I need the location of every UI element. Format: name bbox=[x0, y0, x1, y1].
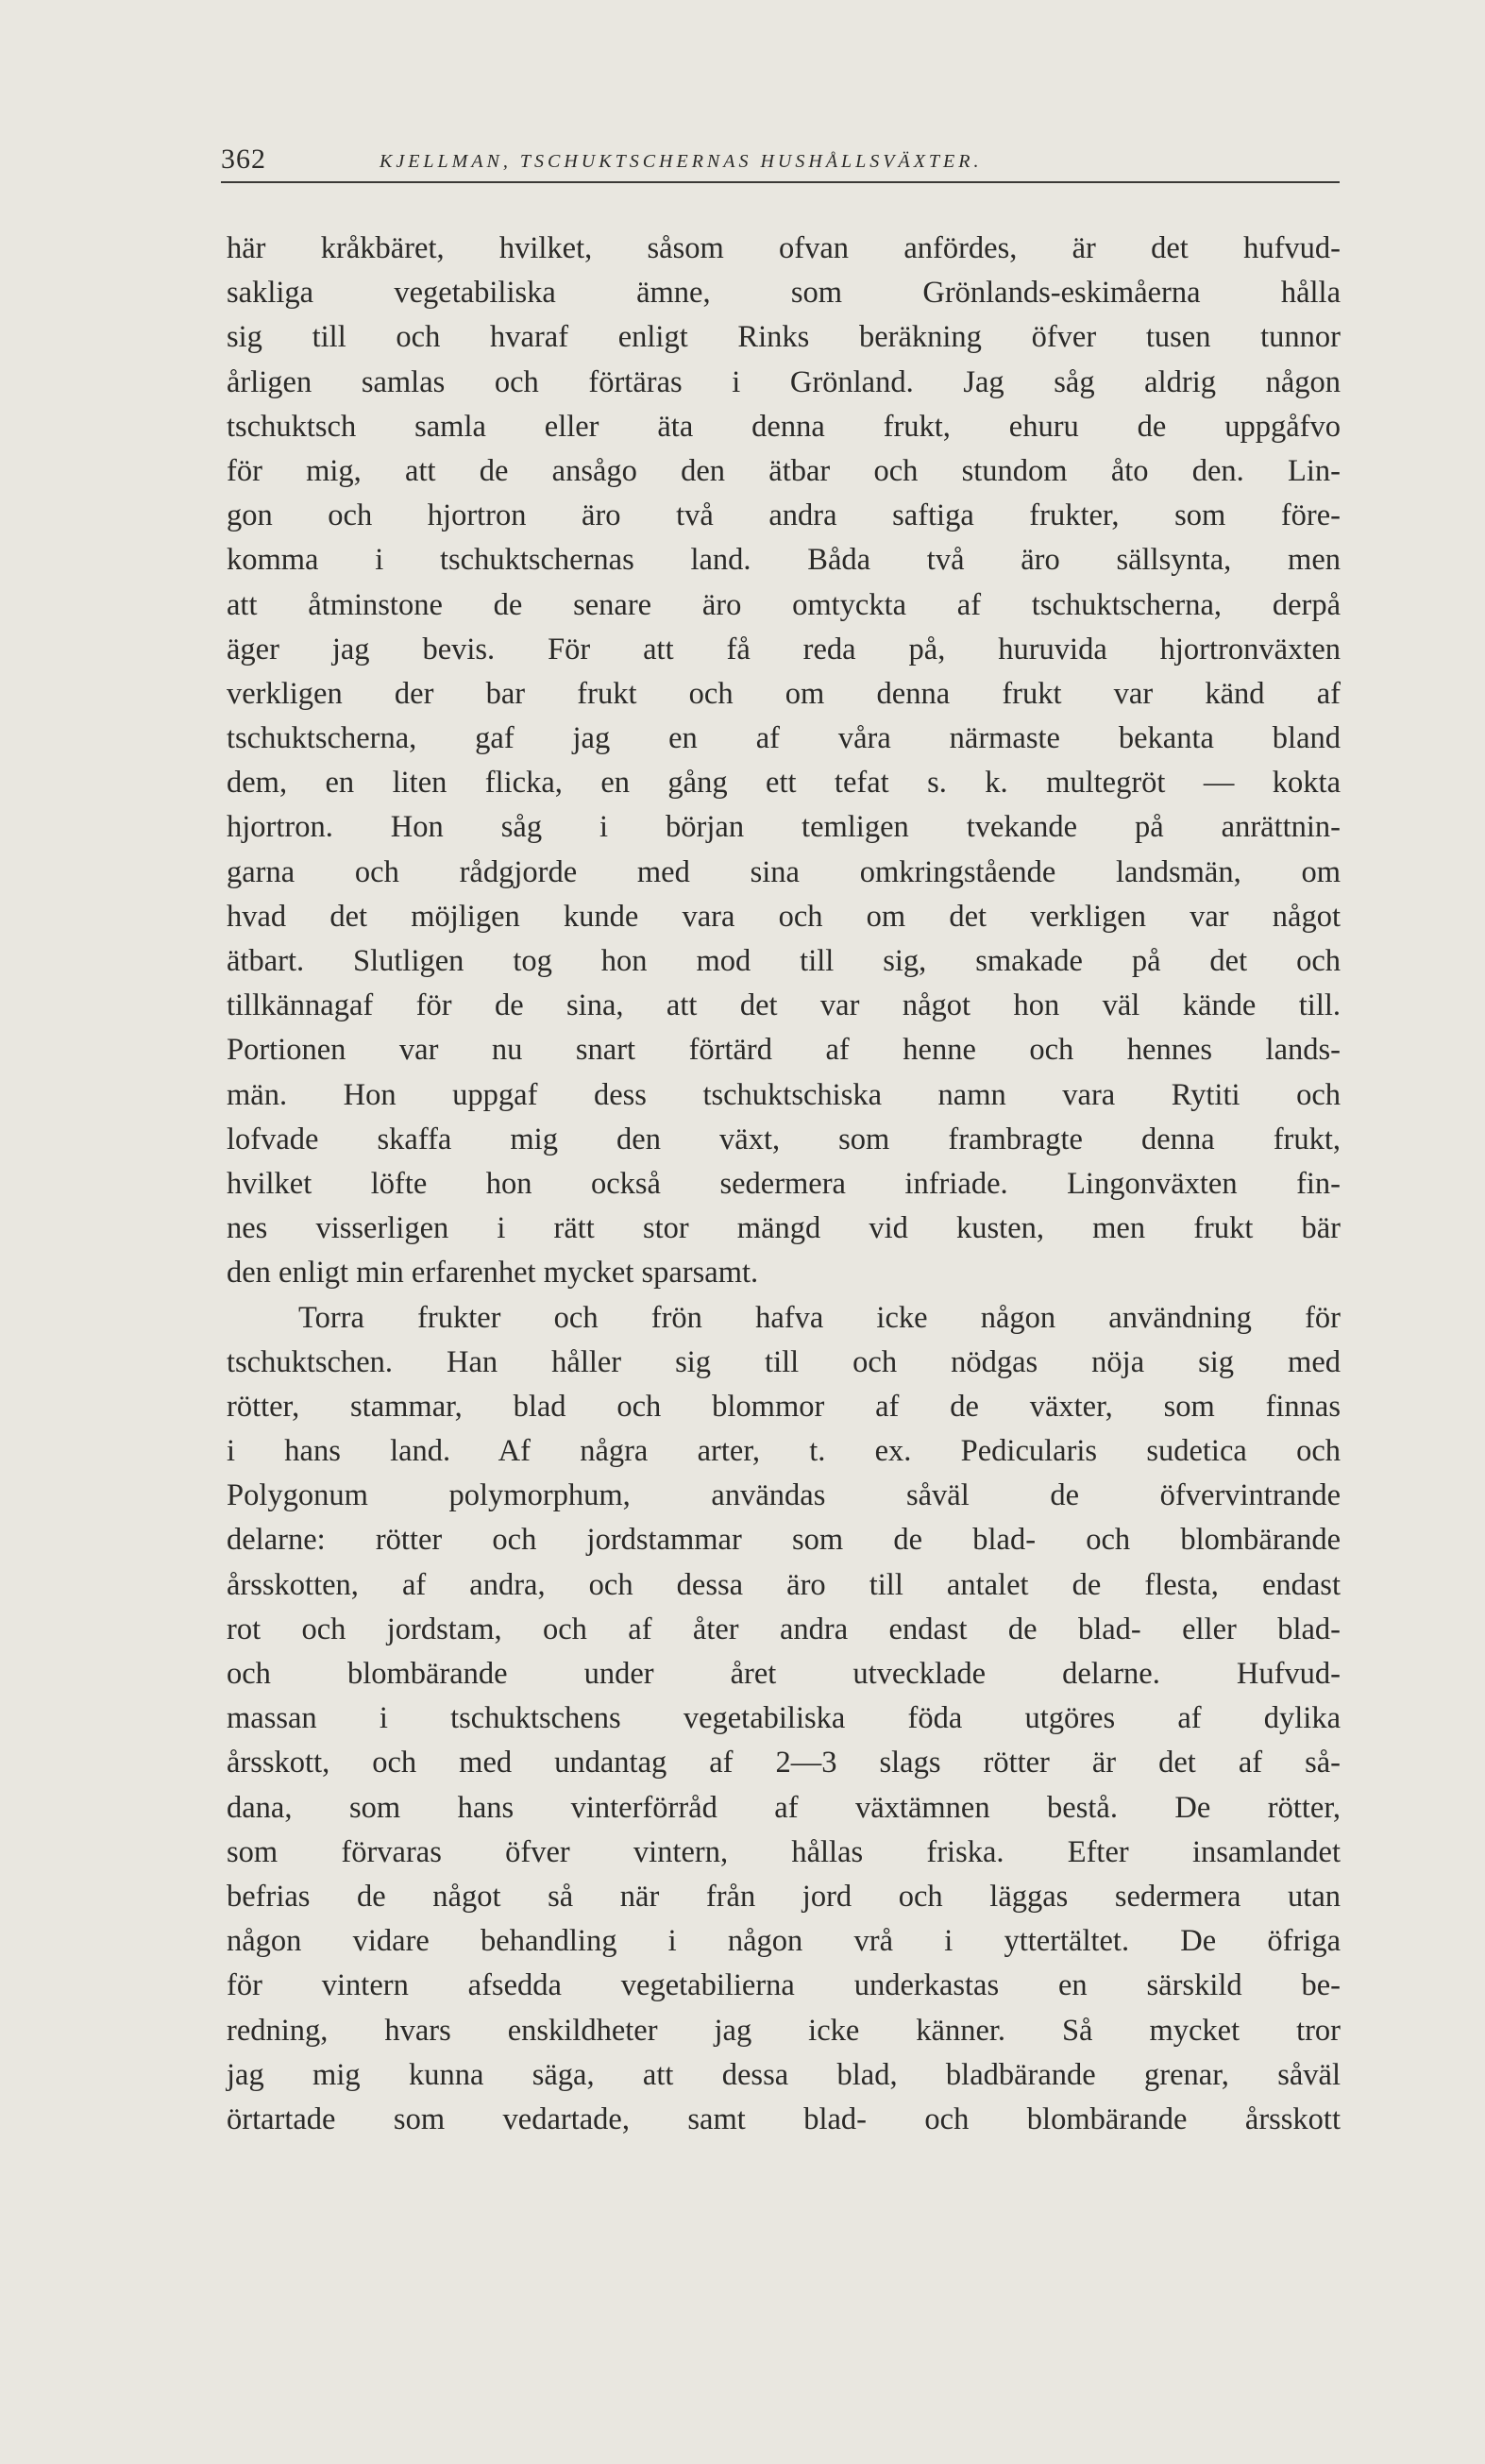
text-line: örtartade som vedartade, samt blad- och blombärande årsskott bbox=[227, 2101, 1341, 2136]
text-line-paragraph-end: den enligt min erfarenhet mycket sparsamt. bbox=[227, 1256, 759, 1291]
text-line: rot och jordstam, och af åter andra endast de blad- eller blad- bbox=[227, 1612, 1341, 1646]
text-line: som förvaras öfver vintern, hållas friska. Efter insamlandet bbox=[227, 1834, 1341, 1869]
text-line: verkligen der bar frukt och om denna frukt var känd af bbox=[227, 676, 1341, 711]
text-line: män. Hon uppgaf dess tschuktschiska namn vara Rytiti och bbox=[227, 1077, 1341, 1112]
text-line: årsskott, och med undantag af 2—3 slags rötter är det af så- bbox=[227, 1746, 1341, 1780]
text-line: dana, som hans vinterförråd af växtämnen bestå. De rötter, bbox=[227, 1790, 1341, 1825]
text-line: hjortron. Hon såg i början temligen tvekande på anrättnin- bbox=[227, 810, 1341, 845]
text-line: ätbart. Slutligen tog hon mod till sig, smakade på det och bbox=[227, 944, 1341, 978]
text-line: tschuktschen. Han håller sig till och nödgas nöja sig med bbox=[227, 1344, 1341, 1379]
text-line: sig till och hvaraf enligt Rinks beräkning öfver tusen tunnor bbox=[227, 320, 1341, 355]
text-line: i hans land. Af några arter, t. ex. Pedicularis sudetica och bbox=[227, 1434, 1341, 1469]
text-line: för vintern afsedda vegetabilierna underkastas en särskild be- bbox=[227, 1968, 1341, 2003]
text-line: Polygonum polymorphum, användas såväl de öfvervintrande bbox=[227, 1478, 1341, 1513]
text-line: massan i tschuktschens vegetabiliska föda utgöres af dylika bbox=[227, 1701, 1341, 1736]
text-line: komma i tschuktschernas land. Båda två äro sällsynta, men bbox=[227, 543, 1341, 578]
text-line: hvad det möjligen kunde vara och om det verkligen var något bbox=[227, 899, 1341, 934]
text-line: garna och rådgjorde med sina omkringstående landsmän, om bbox=[227, 854, 1341, 889]
page-header bbox=[221, 142, 1340, 183]
page-number: 362 bbox=[221, 143, 266, 175]
text-line: att åtminstone de senare äro omtyckta af tschuktscherna, derpå bbox=[227, 587, 1341, 622]
text-line: tschuktscherna, gaf jag en af våra närmaste bekanta bland bbox=[227, 721, 1341, 756]
running-title: KJELLMAN, TSCHUKTSCHERNAS HUSHÅLLSVÄXTER. bbox=[380, 151, 983, 172]
text-line-paragraph-start: Torra frukter och frön hafva icke någon användning för bbox=[298, 1300, 1341, 1335]
text-line: och blombärande under året utvecklade delarne. Hufvud- bbox=[227, 1657, 1341, 1691]
text-line: delarne: rötter och jordstammar som de blad- och blombärande bbox=[227, 1523, 1341, 1558]
text-line: lofvade skaffa mig den växt, som frambragte denna frukt, bbox=[227, 1122, 1341, 1156]
text-line: gon och hjortron äro två andra saftiga frukter, som före- bbox=[227, 498, 1341, 533]
text-line: årsskotten, af andra, och dessa äro till antalet de flesta, endast bbox=[227, 1567, 1341, 1602]
text-line: nes visserligen i rätt stor mängd vid kusten, men frukt bär bbox=[227, 1211, 1341, 1246]
text-line: jag mig kunna säga, att dessa blad, bladbärande grenar, såväl bbox=[227, 2057, 1341, 2092]
text-line: tschuktsch samla eller äta denna frukt, ehuru de uppgåfvo bbox=[227, 409, 1341, 444]
text-line: någon vidare behandling i någon vrå i yttertältet. De öfriga bbox=[227, 1924, 1341, 1959]
text-line: tillkännagaf för de sina, att det var något hon väl kände till. bbox=[227, 988, 1341, 1023]
text-line: redning, hvars enskildheter jag icke känner. Så mycket tror bbox=[227, 2013, 1341, 2048]
text-line: äger jag bevis. För att få reda på, huruvida hjortronväxten bbox=[227, 632, 1341, 667]
text-line: sakliga vegetabiliska ämne, som Grönlands-eskimåerna hålla bbox=[227, 276, 1341, 311]
text-line: rötter, stammar, blad och blommor af de växter, som finnas bbox=[227, 1389, 1341, 1424]
text-line: hvilket löfte hon också sedermera infriade. Lingonväxten fin- bbox=[227, 1166, 1341, 1201]
text-line: här kråkbäret, hvilket, såsom ofvan anfördes, är det hufvud- bbox=[227, 231, 1341, 265]
text-line: befrias de något så när från jord och läggas sedermera utan bbox=[227, 1879, 1341, 1914]
text-line: Portionen var nu snart förtärd af henne och hennes lands- bbox=[227, 1033, 1341, 1068]
text-line: för mig, att de ansågo den ätbar och stundom åto den. Lin- bbox=[227, 453, 1341, 488]
body-text bbox=[227, 227, 1341, 2142]
text-line: årligen samlas och förtäras i Grönland. Jag såg aldrig någon bbox=[227, 364, 1341, 399]
text-line: dem, en liten flicka, en gång ett tefat s. k. multegröt — kokta bbox=[227, 766, 1341, 801]
